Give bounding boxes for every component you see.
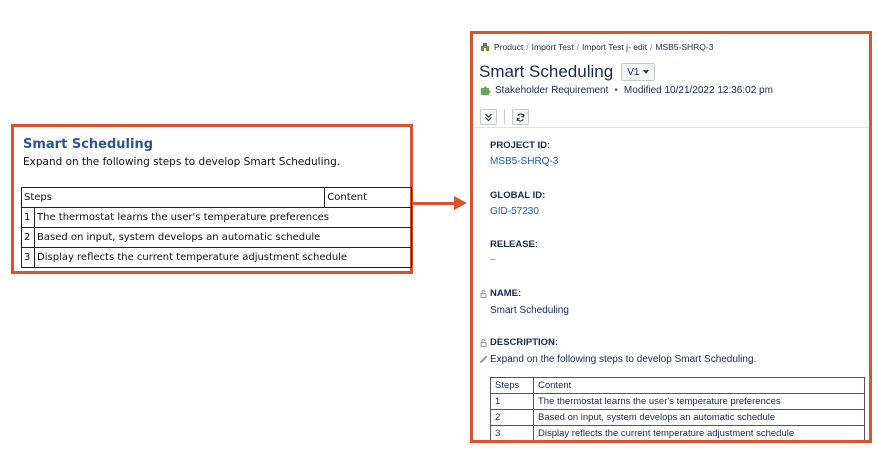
refresh-icon [516,113,525,122]
breadcrumb-current-item: MSB5-SHRQ-3 [655,42,714,52]
step-content: The thermostat learns the user's temperature preferences [35,208,412,228]
modified-date: Modified 10/21/2022 12:36:02 pm [623,85,773,96]
name-value[interactable]: Smart Scheduling [490,305,569,316]
breadcrumb [480,42,713,52]
step-content: Based on input, system develops an automatic schedule [35,228,412,248]
breadcrumb-separator: / [526,42,529,52]
toolbar [473,105,869,128]
arrow-right-icon [454,196,467,210]
page-title: Smart Scheduling [479,62,614,81]
toolbar-divider [504,109,505,124]
step-number: 1 [491,394,534,410]
refresh-button[interactable] [512,109,529,125]
table-row [491,394,865,410]
breadcrumb-separator: / [576,42,579,52]
puzzle-icon [480,85,491,96]
release-label: RELEASE: [490,239,539,250]
description-steps-table [490,377,865,442]
lock-icon [480,339,488,347]
description-label: DESCRIPTION: [490,337,559,348]
source-title: Smart Scheduling [23,137,154,152]
title-row [479,62,655,82]
project-id-value[interactable]: MSB5-SHRQ-3 [490,156,559,167]
item-type: Stakeholder Requirement [495,85,609,96]
step-number: 2 [491,410,534,426]
expand-all-button[interactable] [480,109,497,125]
global-id-value[interactable]: GID-57230 [490,206,539,217]
arrow-connector [413,202,457,205]
table-row [22,208,412,228]
step-content: Display reflects the current temperature adjustment schedule [35,248,412,268]
meta-separator: • [614,85,618,96]
table-row [491,426,865,442]
lock-icon [480,290,488,298]
step-content: Based on input, system develops an automatic schedule [534,410,865,426]
release-value: – [490,254,496,265]
description-text[interactable]: Expand on the following steps to develop Smart Scheduling. [490,354,757,365]
source-document [11,124,413,274]
name-label: NAME: [490,288,522,299]
step-content: The thermostat learns the user's temperature preferences [534,394,865,410]
breadcrumb-import-test[interactable]: Import Test [531,42,574,52]
global-id-label: GLOBAL ID: [490,190,546,201]
source-steps-table [21,187,412,268]
table-header-row [22,188,412,208]
table-header-content: Content [534,378,865,394]
double-chevron-down-icon [484,113,493,122]
table-header-steps: Steps [491,378,534,394]
org-icon[interactable] [480,42,490,52]
step-content: Display reflects the current temperature adjustment schedule [534,426,865,442]
chevron-down-icon [643,70,649,74]
version-dropdown[interactable] [621,63,655,81]
source-subtitle: Expand on the following steps to develop Smart Scheduling. [23,156,341,168]
breadcrumb-import-test-edit[interactable]: Import Test j- edit [581,42,647,52]
breadcrumb-product[interactable]: Product [494,42,524,52]
step-number: 1 [22,208,35,228]
table-row [22,228,412,248]
table-header-content: Content [325,188,412,208]
step-number: 3 [491,426,534,442]
pencil-icon[interactable] [478,354,489,365]
breadcrumb-separator: / [649,42,653,52]
table-header-row [491,378,865,394]
version-label: V1 [627,66,640,78]
table-row [491,410,865,426]
item-meta [480,85,773,96]
step-number: 2 [22,228,35,248]
step-number: 3 [22,248,35,268]
item-detail-panel [470,31,872,443]
table-header-steps: Steps [22,188,325,208]
table-row [22,248,412,268]
project-id-label: PROJECT ID: [490,140,551,151]
